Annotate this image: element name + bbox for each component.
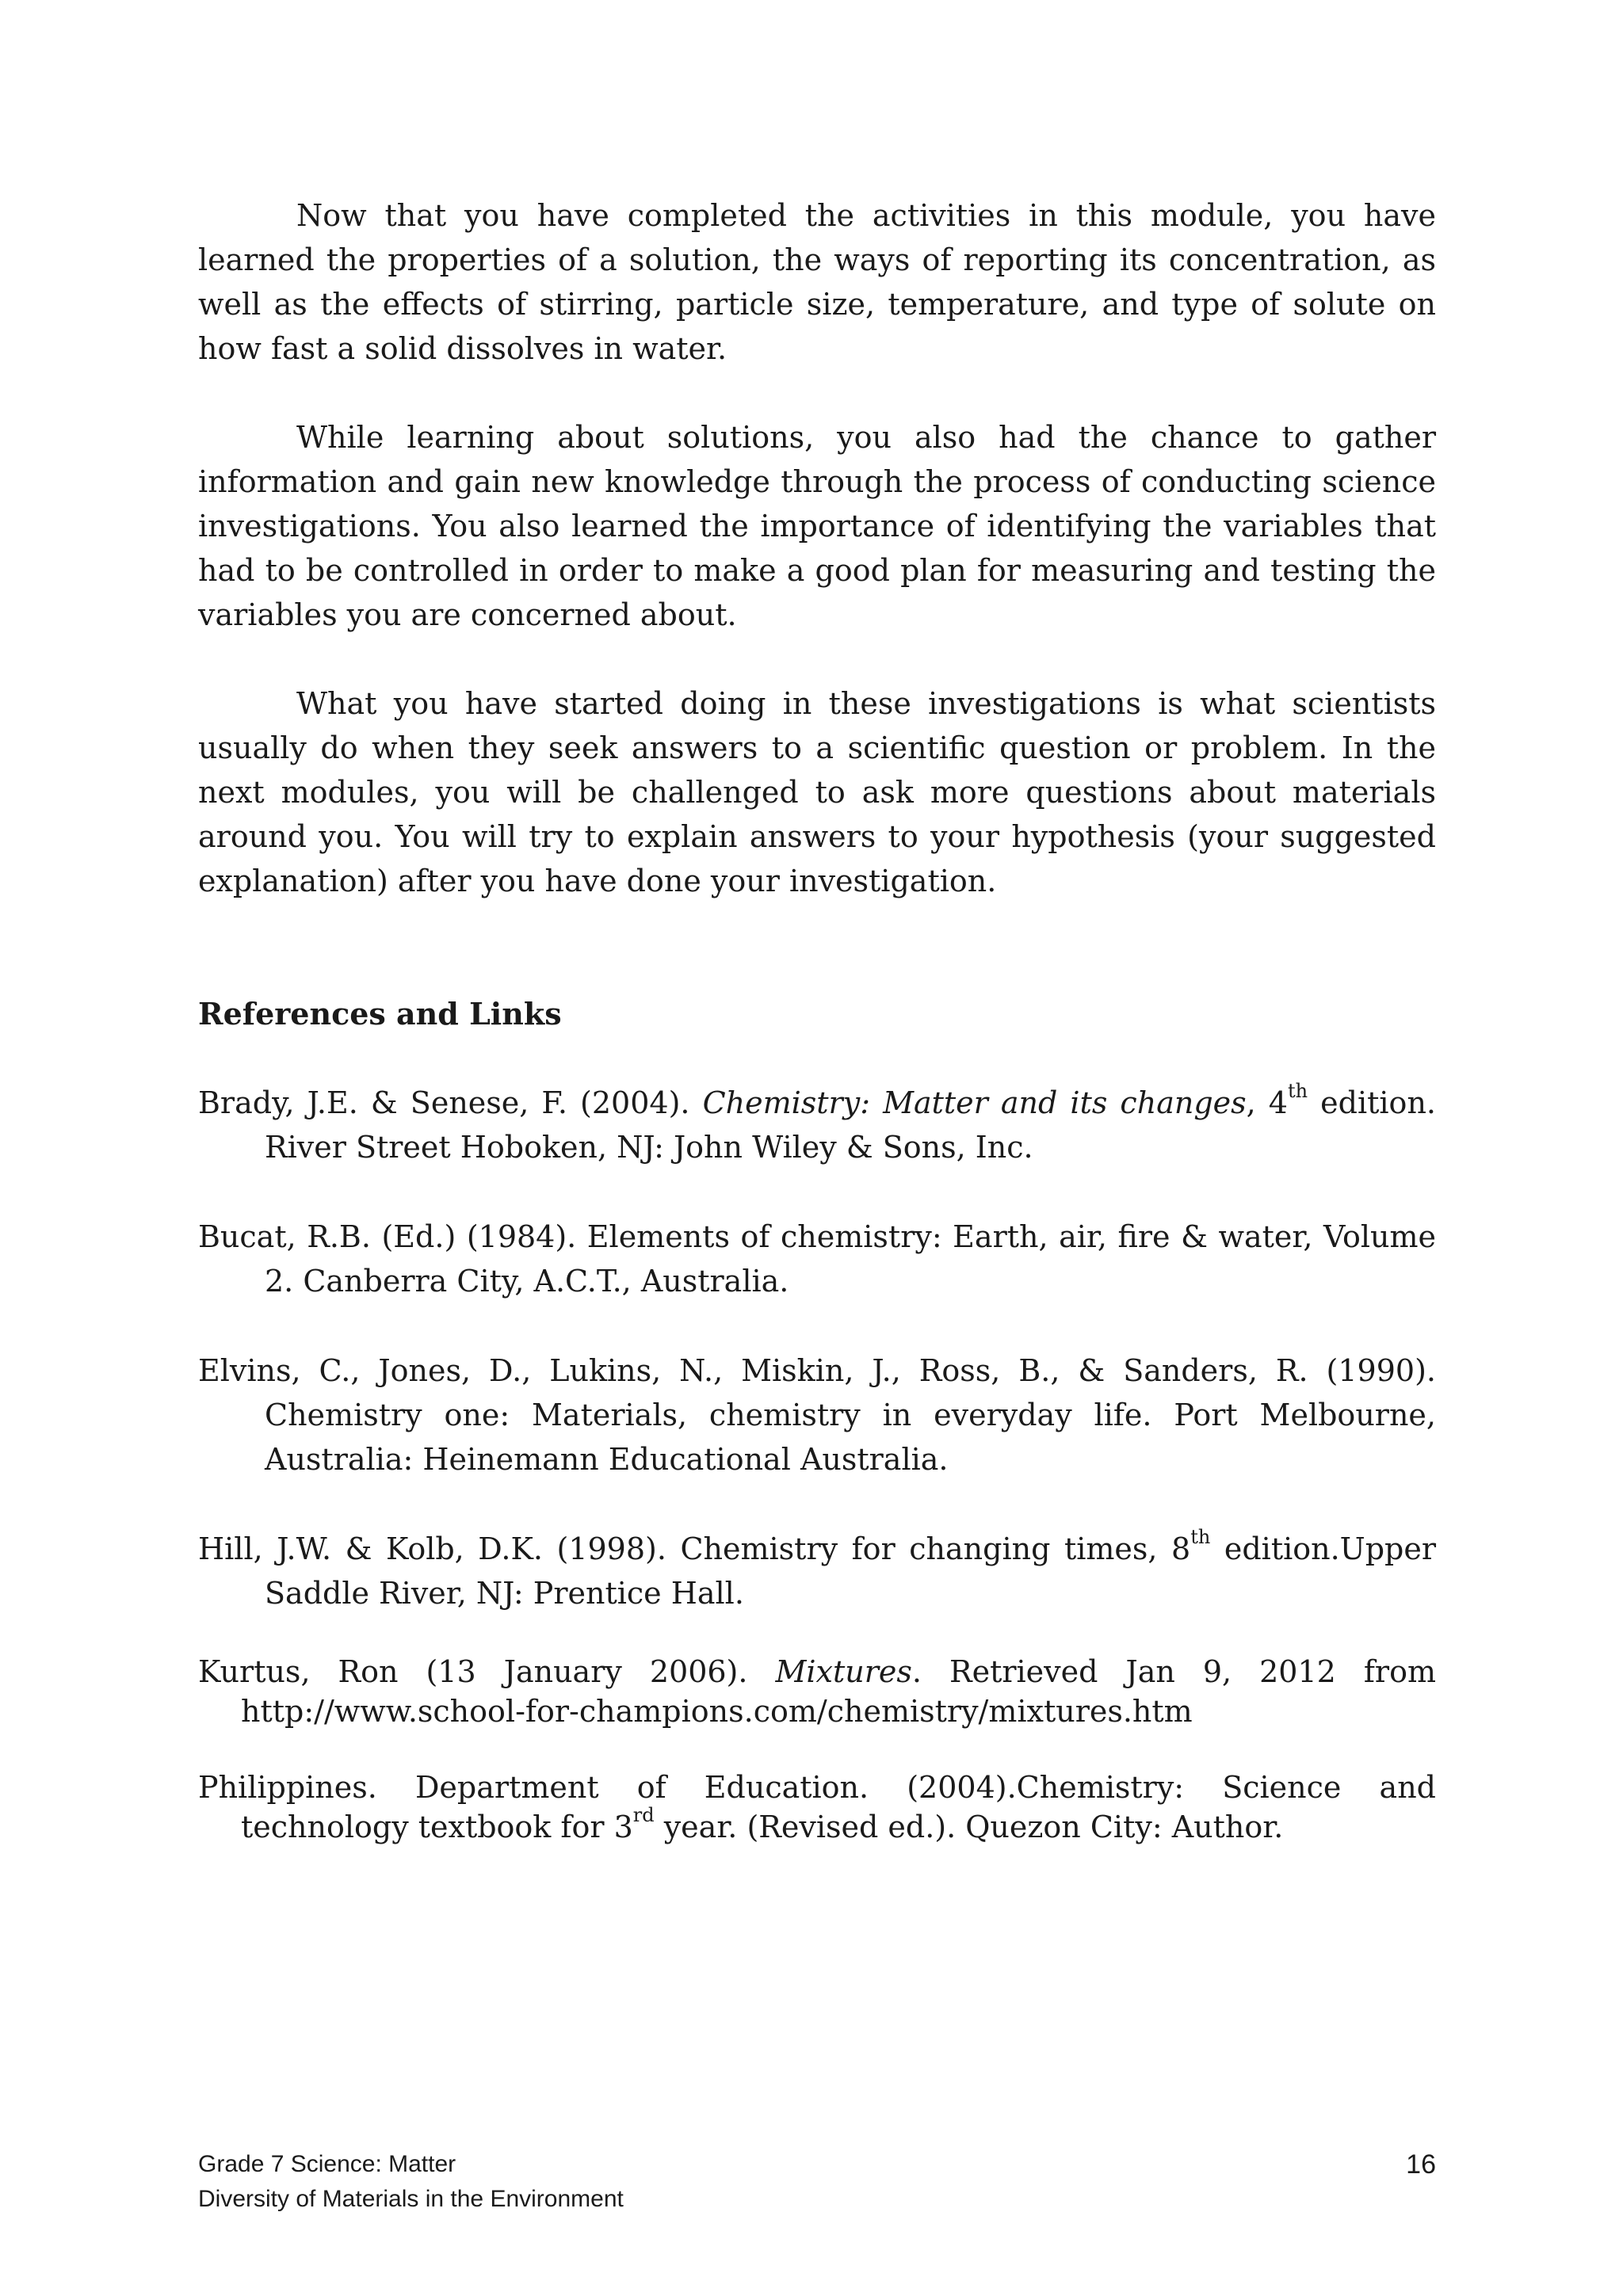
ref-text: . Retrieved Jan 9, 2012 from [911,1654,1436,1689]
ref-text: Kurtus, Ron (13 January 2006). [198,1654,776,1689]
ref-superscript: rd [632,1804,655,1827]
ref-superscript: th [1190,1526,1211,1549]
footer-line-2: Diversity of Materials in the Environment [198,2186,624,2212]
reference-item [198,1768,1436,1847]
reference-item [198,1081,1436,1169]
document-page [198,193,1436,1847]
ref-title: Chemistry: Matter and its changes [702,1085,1247,1120]
ref-text: , 4 [1246,1085,1288,1120]
footer-course-info [198,2147,624,2217]
footer-line-1: Grade 7 Science: Matter [198,2151,456,2177]
reference-item: Elvins, C., Jones, D., Lukins, N., Miskin, J., Ross, B., & Sanders, R. (1990). Chemistry one: Materials, chemistry in everyday life. Port Melbourne, Australia: Heinemann Educational Australia. [198,1353,1436,1477]
body-paragraph: Now that you have completed the activities in this module, you have learned the properties of a solution, the ways of reporting its concentration, as well as the effects of stirring, particle size, temperature, and type of solute on how fast a solid dissolves in water. [198,198,1436,366]
ref-title: Mixtures [775,1654,912,1689]
reference-item [198,1652,1436,1731]
reference-item: Bucat, R.B. (Ed.) (1984). Elements of chemistry: Earth, air, fire & water, Volume 2. Canberra City, A.C.T., Australia. [198,1219,1436,1299]
ref-text: edition. River Street Hoboken, NJ: John Wiley & Sons, Inc. [265,1085,1436,1165]
page-number: 16 [1406,2149,1436,2180]
ref-text: Hill, J.W. & Kolb, D.K. (1998). Chemistry for changing times, 8 [198,1531,1191,1566]
ref-url[interactable]: http://www.school-for-champions.com/chemistry/mixtures.htm [241,1694,1193,1729]
ref-superscript: th [1287,1080,1308,1103]
reference-item [198,1527,1436,1615]
ref-text: edition.Upper Saddle River, NJ: Prentice Hall. [265,1531,1436,1611]
body-paragraph: What you have started doing in these investigations is what scientists usually do when they seek answers to a scientific question or problem. In the next modules, you will be challenged to ask more questions about materials around you. You will try to explain answers to your hypothesis (your suggested explanation) after you have done your investigation. [198,686,1436,898]
ref-text: year. (Revised ed.). Quezon City: Author. [654,1810,1284,1844]
references-list [198,1081,1436,1847]
ref-text: Brady, J.E. & Senese, F. (2004). [198,1085,703,1120]
ref-text: Philippines. Department of Education. (2004).Chemistry: Science and technology textbook for 3 [198,1770,1436,1844]
references-heading: References and Links [198,996,562,1032]
body-paragraph: While learning about solutions, you also had the chance to gather information and gain new knowledge through the process of conducting science investigations. You also learned the importance of identifying the variables that had to be controlled in order to make a good plan for measuring and testing the variables you are concerned about. [198,420,1436,632]
